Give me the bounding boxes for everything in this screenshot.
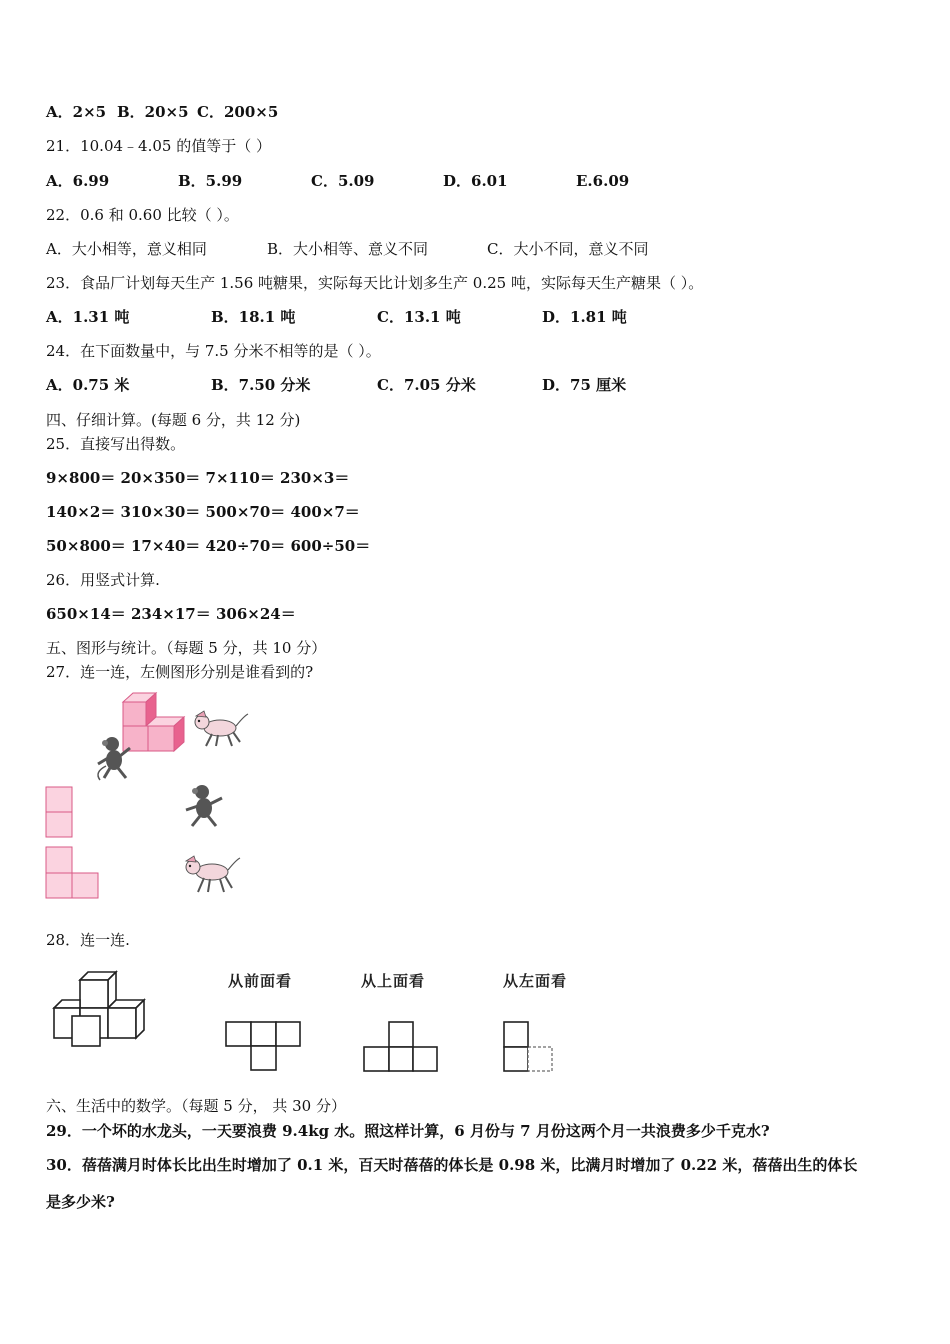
dog-icon — [195, 711, 248, 746]
q23-option-b: B．18.1 吨 — [211, 308, 296, 326]
q22-stem: 22．0.6 和 0.60 比较（ ）。 — [46, 206, 239, 224]
q24-option-a: A．0.75 米 — [46, 376, 130, 394]
q22-option-b: B．大小相等、意义不同 — [267, 240, 429, 258]
q28-label-left: 从左面看 — [503, 972, 568, 990]
q25-row-1: 9×800＝ 20×350＝ 7×110＝ 230×3＝ — [46, 469, 350, 487]
q27-stem: 27．连一连，左侧图形分别是谁看到的? — [46, 663, 314, 681]
q21-option-c: C．5.09 — [311, 172, 375, 190]
q25-row-3: 50×800＝ 17×40＝ 420÷70＝ 600÷50＝ — [46, 537, 371, 555]
q21-option-d: D．6.01 — [443, 172, 508, 190]
q27-view-shape-l — [44, 845, 102, 901]
q24-option-c: C．7.05 分米 — [377, 376, 476, 394]
q23-option-a: A．1.31 吨 — [46, 308, 130, 326]
q25-stem: 25．直接写出得数。 — [46, 435, 186, 453]
q20-option-c: C．200×5 — [197, 103, 279, 121]
q23-option-c: C．13.1 吨 — [377, 308, 461, 326]
q23-stem: 23．食品厂计划每天生产 1.56 吨糖果，实际每天比计划多生产 0.25 吨，实际每天生产糖果（ ）。 — [46, 274, 704, 292]
q26-row: 650×14＝ 234×17＝ 306×24＝ — [46, 605, 296, 623]
q28-block-figure — [48, 966, 160, 1048]
q28-view-left — [500, 1020, 556, 1076]
q28-label-top: 从上面看 — [361, 972, 426, 990]
q22-option-a: A．大小相等，意义相同 — [46, 240, 207, 258]
q21-option-b: B．5.99 — [178, 172, 243, 190]
q25-row-2: 140×2＝ 310×30＝ 500×70＝ 400×7＝ — [46, 503, 360, 521]
q21-stem: 21．10.04﹣4.05 的值等于（ ） — [46, 137, 271, 155]
q30-line-2: 是多少米? — [46, 1193, 115, 1211]
q30-line-1: 30．蓓蓓满月时体长比出生时增加了 0.1 米，百天时蓓蓓的体长是 0.98 米，比满月时增加了 0.22 米，蓓蓓出生的体长 — [46, 1156, 858, 1174]
q24-option-b: B．7.50 分米 — [211, 376, 311, 394]
q26-stem: 26．用竖式计算. — [46, 571, 160, 589]
q21-option-a: A．6.99 — [46, 172, 110, 190]
q28-stem: 28．连一连. — [46, 931, 130, 949]
q29-stem: 29．一个坏的水龙头，一天要浪费 9.4kg 水。照这样计算，6 月份与 7 月份这两个月一共浪费多少千克水? — [46, 1122, 770, 1140]
q22-option-c: C．大小不同，意义不同 — [487, 240, 649, 258]
q24-option-d: D．75 厘米 — [542, 376, 627, 394]
q27-view-shape-column — [44, 785, 76, 839]
q24-stem: 24．在下面数量中，与 7.5 分米不相等的是（ ）。 — [46, 342, 381, 360]
section6-title: 六、生活中的数学。（每题 5 分， 共 30 分） — [46, 1097, 346, 1115]
section5-title: 五、图形与统计。（每题 5 分，共 10 分） — [46, 639, 327, 657]
q27-dog-icon — [180, 852, 244, 898]
q20-option-a: A．2×5 — [46, 103, 107, 121]
q23-option-d: D．1.81 吨 — [542, 308, 627, 326]
q21-option-e: E.6.09 — [576, 172, 630, 190]
q28-view-top — [360, 1020, 442, 1076]
q28-view-front — [222, 1018, 304, 1074]
q27-cube-stack-figure — [90, 690, 260, 790]
section4-title: 四、仔细计算。(每题 6 分，共 12 分) — [46, 411, 301, 429]
q28-label-front: 从前面看 — [228, 972, 293, 990]
q20-option-b: B．20×5 — [117, 103, 189, 121]
q27-monkey-icon — [180, 782, 230, 830]
